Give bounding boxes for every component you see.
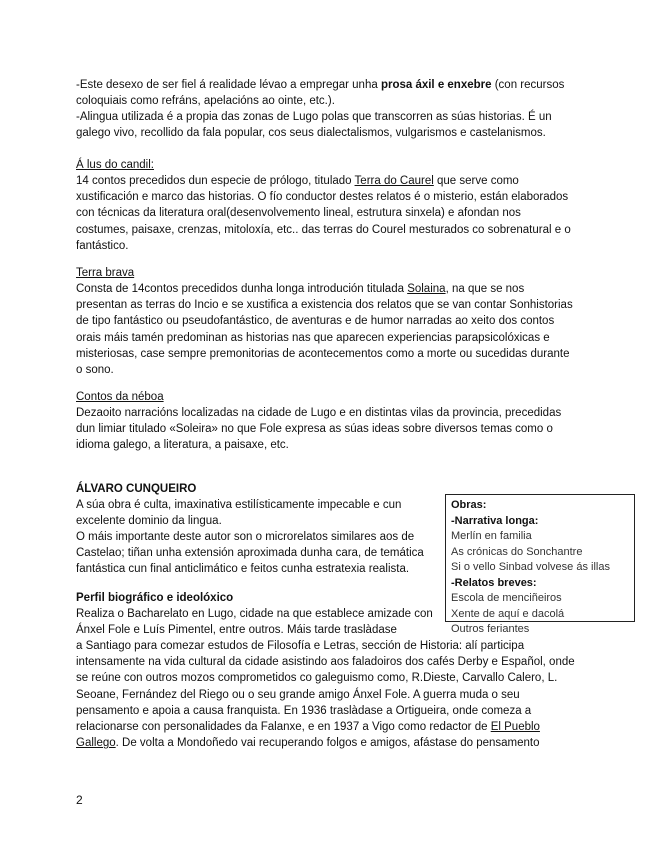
works-long-title: -Narrativa longa: <box>451 514 539 527</box>
intro-text-end: (con recursos coloquiais como refráns, apelacións ao ointe, etc.). <box>76 79 565 108</box>
section-title-contos: Contos da néboa <box>76 391 164 403</box>
works-list-item: Xente de aquí e dacolá <box>451 607 565 620</box>
perfil-text-end: . De volta a Mondoñedo vai recuperando folgos e amigos, afástase do pensamento <box>115 737 540 750</box>
perfil-newspaper-title: El Pueblo Gallego <box>76 721 540 750</box>
section-title-perfil: Perfil biográfico e ideolóxico <box>76 592 234 604</box>
works-list-item: Si o vello Sinbad volvese ás illas <box>451 561 610 573</box>
intro-bold-text: prosa áxil e enxebre <box>380 79 492 91</box>
alus-text-end: que serve como xustificación e marco das historias. O fío conductor destes relatos é o misterio, están elaborados con técnicas da literatura oral(desenvolvemento lineal, estrutura sinxela) e afondan nos costumes, paisaxe, crenzas, mitoloxía, etc.. das terras do Courel mesturados co sobrenatural e o fantástico. <box>76 175 571 252</box>
alus-text: 14 contos precedidos dun especie de prólogo, titulado <box>76 175 355 187</box>
works-short-title: -Relatos breves: <box>451 576 537 589</box>
works-list-item: Escola de menciñeiros <box>451 592 562 604</box>
contos-paragraph: Dezaoito narracións localizadas na cidade de Lugo e en distintas vilas da provincia, precedidas dun limiar titulado «Soleira» no que Fole expresa as súas ideas sobre diversos temas como o idioma galego, a literatura, a paisaxe, etc. <box>76 407 562 452</box>
terra-paragraph <box>76 281 576 378</box>
intro-paragraph-1 <box>76 77 576 109</box>
alus-work-title: Terra do Caurel <box>354 175 434 187</box>
intro-text: -Este desexo de ser fiel á realidade lévao a empregar unha <box>76 79 381 91</box>
perfil-paragraph-1: Realiza o Bacharelato en Lugo, cidade na que establece amizade con Ánxel Fole e Luís Pimentel, entre outros. Máis tarde traslàdase <box>76 608 433 637</box>
perfil-text: a Santiago para comezar estudos de Filosofía e Letras, sección de Historia: alí participa intensamente na vida cultural da cidade asistindo aos faladoiros dos cafés Derby e Español, onde se reúne con outros mozos comprometidos co galeguismo como, R.Dieste, Carvallo Calero, L. Seoane, Fernández del Riego ou o seu grande amigo Ánxel Fole. A guerra muda o seu pensamento e apoia a causa franquista. En 1936 traslàdase a Ortigueira, onde comeza a relacionarse con personalidades da Falanxe, e en 1937 a Vigo como redactor de <box>76 640 575 734</box>
cunqueiro-paragraph-1: A súa obra é culta, imaxinativa estilísticamente impecable e cun excelente dominio da lingua. <box>76 499 402 528</box>
works-list-item: Merlín en familia <box>451 530 532 542</box>
perfil-paragraph-2 <box>76 638 576 751</box>
alus-paragraph <box>76 173 576 254</box>
section-title-terra: Terra brava <box>76 267 135 279</box>
terra-text: Consta de 14contos precedidos dunha longa introdución titulada <box>76 283 408 295</box>
section-title-cunqueiro: ÁLVARO CUNQUEIRO <box>76 483 197 495</box>
terra-work-title: Solaina <box>407 283 446 295</box>
section-title-alus: Á lus do candil: <box>76 159 154 171</box>
cunqueiro-paragraph-2: O máis importante deste autor son o microrelatos similares aos de Castelao; tiñan unha extensión aproximada dunha cara, de temática fantástica cun final anticlimático e feitos cunha estratexia realista. <box>76 531 424 576</box>
works-list-item: As crónicas do Sonchantre <box>451 545 583 558</box>
works-box <box>445 494 635 635</box>
intro-paragraph-2: -Alingua utilizada é a propia das zonas de Lugo polas que transcorren as súas historias. É un galego vivo, recollido da fala popular, cos seus dialectalismos, vulgarismos e castelanismos. <box>76 111 552 140</box>
terra-text-end: , na que se nos presentan as terras do Incio e se xustifica a existencia dos relatos que se van contar Sonhistorias de tipo fantástico ou pseudofantástico, de aventuras e de humor narradas ao xeito dos contos orais máis tamén predominan as historias nas que aparecen experiencias parapsicolóxicas e misteriosas, case sempre premonitorias de acontecementos como a morte ou sucedidas durante o sono. <box>76 283 573 377</box>
works-box-title: Obras: <box>451 499 487 511</box>
page-number: 2 <box>76 793 83 807</box>
works-list-item: Outros feriantes <box>451 623 530 635</box>
